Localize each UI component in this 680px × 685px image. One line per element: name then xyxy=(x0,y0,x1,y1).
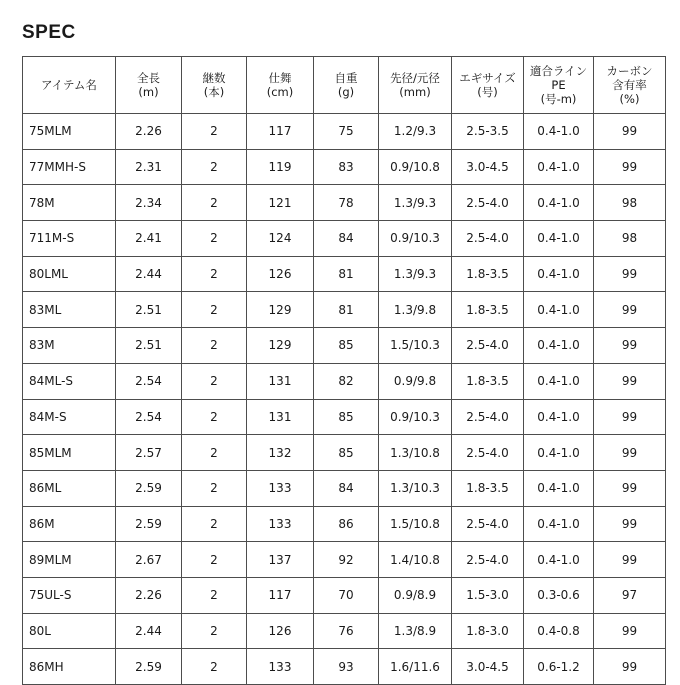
table-row xyxy=(23,328,666,364)
cell-sections: 2 xyxy=(182,577,247,613)
cell-carbon-content: 99 xyxy=(594,114,666,150)
cell-sections: 2 xyxy=(182,613,247,649)
cell-tip-butt-diameter: 1.4/10.8 xyxy=(379,542,452,578)
column-header-line: (mm) xyxy=(399,85,431,99)
cell-closed-length: 121 xyxy=(247,185,314,221)
cell-closed-length: 133 xyxy=(247,470,314,506)
cell-length: 2.59 xyxy=(116,470,182,506)
cell-sections: 2 xyxy=(182,399,247,435)
cell-weight: 85 xyxy=(314,435,379,471)
cell-item-name: 78M xyxy=(23,185,116,221)
cell-egi-size: 2.5-4.0 xyxy=(452,435,524,471)
cell-tip-butt-diameter: 1.3/10.3 xyxy=(379,470,452,506)
cell-egi-size: 1.8-3.5 xyxy=(452,363,524,399)
column-header-line: 含有率 xyxy=(612,78,647,92)
cell-item-name: 83ML xyxy=(23,292,116,328)
column-header-sections xyxy=(182,57,247,114)
cell-closed-length: 137 xyxy=(247,542,314,578)
table-row xyxy=(23,185,666,221)
cell-line-pe: 0.4-1.0 xyxy=(524,470,594,506)
table-row xyxy=(23,613,666,649)
cell-carbon-content: 99 xyxy=(594,435,666,471)
table-row xyxy=(23,399,666,435)
cell-carbon-content: 99 xyxy=(594,542,666,578)
cell-weight: 92 xyxy=(314,542,379,578)
cell-line-pe: 0.4-1.0 xyxy=(524,399,594,435)
cell-sections: 2 xyxy=(182,506,247,542)
cell-closed-length: 124 xyxy=(247,221,314,257)
cell-carbon-content: 99 xyxy=(594,256,666,292)
cell-closed-length: 129 xyxy=(247,292,314,328)
cell-item-name: 75UL-S xyxy=(23,577,116,613)
column-header-closed-length xyxy=(247,57,314,114)
cell-line-pe: 0.4-1.0 xyxy=(524,292,594,328)
cell-tip-butt-diameter: 1.6/11.6 xyxy=(379,649,452,685)
cell-carbon-content: 99 xyxy=(594,328,666,364)
cell-closed-length: 117 xyxy=(247,577,314,613)
cell-closed-length: 129 xyxy=(247,328,314,364)
column-header-line: PE xyxy=(551,78,566,92)
cell-item-name: 89MLM xyxy=(23,542,116,578)
cell-egi-size: 2.5-4.0 xyxy=(452,328,524,364)
cell-line-pe: 0.4-1.0 xyxy=(524,114,594,150)
cell-weight: 85 xyxy=(314,328,379,364)
cell-tip-butt-diameter: 1.5/10.8 xyxy=(379,506,452,542)
cell-egi-size: 1.5-3.0 xyxy=(452,577,524,613)
cell-line-pe: 0.4-1.0 xyxy=(524,363,594,399)
cell-line-pe: 0.6-1.2 xyxy=(524,649,594,685)
cell-carbon-content: 99 xyxy=(594,470,666,506)
column-header-tip-butt-diameter xyxy=(379,57,452,114)
cell-egi-size: 2.5-3.5 xyxy=(452,114,524,150)
cell-weight: 75 xyxy=(314,114,379,150)
cell-carbon-content: 99 xyxy=(594,399,666,435)
column-header-length xyxy=(116,57,182,114)
table-row xyxy=(23,577,666,613)
cell-weight: 81 xyxy=(314,256,379,292)
cell-length: 2.54 xyxy=(116,399,182,435)
cell-sections: 2 xyxy=(182,470,247,506)
cell-line-pe: 0.4-1.0 xyxy=(524,221,594,257)
cell-tip-butt-diameter: 0.9/10.3 xyxy=(379,221,452,257)
cell-carbon-content: 99 xyxy=(594,506,666,542)
cell-line-pe: 0.3-0.6 xyxy=(524,577,594,613)
cell-sections: 2 xyxy=(182,328,247,364)
cell-tip-butt-diameter: 1.3/9.3 xyxy=(379,256,452,292)
cell-weight: 82 xyxy=(314,363,379,399)
cell-egi-size: 1.8-3.0 xyxy=(452,613,524,649)
cell-item-name: 83M xyxy=(23,328,116,364)
cell-egi-size: 1.8-3.5 xyxy=(452,292,524,328)
column-header-line: エギサイズ xyxy=(459,71,516,85)
cell-closed-length: 132 xyxy=(247,435,314,471)
cell-tip-butt-diameter: 1.3/9.8 xyxy=(379,292,452,328)
cell-sections: 2 xyxy=(182,114,247,150)
table-row xyxy=(23,221,666,257)
cell-carbon-content: 97 xyxy=(594,577,666,613)
cell-egi-size: 3.0-4.5 xyxy=(452,149,524,185)
cell-sections: 2 xyxy=(182,149,247,185)
cell-length: 2.51 xyxy=(116,292,182,328)
cell-carbon-content: 98 xyxy=(594,185,666,221)
cell-tip-butt-diameter: 0.9/9.8 xyxy=(379,363,452,399)
cell-tip-butt-diameter: 1.3/8.9 xyxy=(379,613,452,649)
cell-tip-butt-diameter: 0.9/8.9 xyxy=(379,577,452,613)
table-row xyxy=(23,114,666,150)
cell-sections: 2 xyxy=(182,221,247,257)
cell-weight: 85 xyxy=(314,399,379,435)
column-header-line: 継数 xyxy=(202,71,226,85)
table-row xyxy=(23,256,666,292)
cell-tip-butt-diameter: 1.3/10.8 xyxy=(379,435,452,471)
column-header-line: カーボン xyxy=(606,64,653,78)
cell-closed-length: 131 xyxy=(247,363,314,399)
column-header-egi-size xyxy=(452,57,524,114)
cell-weight: 86 xyxy=(314,506,379,542)
cell-carbon-content: 99 xyxy=(594,613,666,649)
column-header-line: 仕舞 xyxy=(268,71,292,85)
cell-line-pe: 0.4-1.0 xyxy=(524,506,594,542)
table-row xyxy=(23,363,666,399)
cell-carbon-content: 99 xyxy=(594,363,666,399)
column-header-line: (本) xyxy=(203,85,225,99)
cell-weight: 81 xyxy=(314,292,379,328)
cell-item-name: 84ML-S xyxy=(23,363,116,399)
cell-sections: 2 xyxy=(182,185,247,221)
column-header-line: (%) xyxy=(619,92,640,106)
cell-item-name: 711M-S xyxy=(23,221,116,257)
cell-length: 2.34 xyxy=(116,185,182,221)
cell-item-name: 85MLM xyxy=(23,435,116,471)
cell-carbon-content: 99 xyxy=(594,649,666,685)
cell-sections: 2 xyxy=(182,649,247,685)
cell-line-pe: 0.4-0.8 xyxy=(524,613,594,649)
column-header-carbon-content xyxy=(594,57,666,114)
cell-line-pe: 0.4-1.0 xyxy=(524,328,594,364)
cell-closed-length: 117 xyxy=(247,114,314,150)
cell-length: 2.57 xyxy=(116,435,182,471)
column-header-line: (号) xyxy=(477,85,498,99)
cell-sections: 2 xyxy=(182,292,247,328)
cell-carbon-content: 98 xyxy=(594,221,666,257)
cell-item-name: 75MLM xyxy=(23,114,116,150)
cell-carbon-content: 99 xyxy=(594,149,666,185)
cell-weight: 83 xyxy=(314,149,379,185)
cell-item-name: 80LML xyxy=(23,256,116,292)
column-header-weight xyxy=(314,57,379,114)
table-row xyxy=(23,506,666,542)
cell-egi-size: 2.5-4.0 xyxy=(452,506,524,542)
cell-length: 2.54 xyxy=(116,363,182,399)
cell-length: 2.44 xyxy=(116,613,182,649)
page-title: SPEC xyxy=(22,22,76,43)
column-header-line: (g) xyxy=(337,85,355,99)
cell-egi-size: 2.5-4.0 xyxy=(452,399,524,435)
cell-item-name: 84M-S xyxy=(23,399,116,435)
cell-line-pe: 0.4-1.0 xyxy=(524,435,594,471)
cell-weight: 84 xyxy=(314,470,379,506)
column-header-line: 全長 xyxy=(137,71,160,85)
column-header-line: (号-m) xyxy=(540,92,577,106)
table-header-row xyxy=(23,57,666,114)
cell-egi-size: 3.0-4.5 xyxy=(452,649,524,685)
cell-length: 2.67 xyxy=(116,542,182,578)
cell-weight: 78 xyxy=(314,185,379,221)
cell-tip-butt-diameter: 0.9/10.3 xyxy=(379,399,452,435)
cell-closed-length: 126 xyxy=(247,256,314,292)
cell-tip-butt-diameter: 1.5/10.3 xyxy=(379,328,452,364)
cell-egi-size: 2.5-4.0 xyxy=(452,221,524,257)
cell-egi-size: 1.8-3.5 xyxy=(452,470,524,506)
cell-sections: 2 xyxy=(182,435,247,471)
cell-length: 2.51 xyxy=(116,328,182,364)
column-header-line: (m) xyxy=(138,85,159,99)
table-row xyxy=(23,292,666,328)
cell-closed-length: 119 xyxy=(247,149,314,185)
cell-closed-length: 133 xyxy=(247,649,314,685)
column-header-line-pe xyxy=(524,57,594,114)
cell-egi-size: 1.8-3.5 xyxy=(452,256,524,292)
cell-line-pe: 0.4-1.0 xyxy=(524,149,594,185)
table-row xyxy=(23,149,666,185)
column-header-line: 適合ライン xyxy=(529,64,588,78)
cell-weight: 93 xyxy=(314,649,379,685)
cell-tip-butt-diameter: 1.2/9.3 xyxy=(379,114,452,150)
cell-tip-butt-diameter: 1.3/9.3 xyxy=(379,185,452,221)
column-header-line: (cm) xyxy=(266,85,294,99)
cell-sections: 2 xyxy=(182,542,247,578)
cell-item-name: 86M xyxy=(23,506,116,542)
table-row xyxy=(23,435,666,471)
cell-weight: 76 xyxy=(314,613,379,649)
table-row xyxy=(23,649,666,685)
cell-sections: 2 xyxy=(182,363,247,399)
cell-closed-length: 133 xyxy=(247,506,314,542)
cell-length: 2.59 xyxy=(116,649,182,685)
cell-closed-length: 131 xyxy=(247,399,314,435)
table-row xyxy=(23,542,666,578)
cell-weight: 84 xyxy=(314,221,379,257)
cell-closed-length: 126 xyxy=(247,613,314,649)
table-row xyxy=(23,470,666,506)
cell-length: 2.31 xyxy=(116,149,182,185)
spec-table xyxy=(22,56,666,685)
cell-length: 2.26 xyxy=(116,577,182,613)
column-header-line: アイテム名 xyxy=(41,78,97,92)
cell-sections: 2 xyxy=(182,256,247,292)
cell-tip-butt-diameter: 0.9/10.8 xyxy=(379,149,452,185)
cell-carbon-content: 99 xyxy=(594,292,666,328)
cell-length: 2.59 xyxy=(116,506,182,542)
table-body xyxy=(23,114,666,685)
cell-line-pe: 0.4-1.0 xyxy=(524,542,594,578)
cell-line-pe: 0.4-1.0 xyxy=(524,256,594,292)
cell-item-name: 86MH xyxy=(23,649,116,685)
cell-item-name: 77MMH-S xyxy=(23,149,116,185)
cell-egi-size: 2.5-4.0 xyxy=(452,542,524,578)
column-header-line: 先径/元径 xyxy=(390,71,440,85)
cell-weight: 70 xyxy=(314,577,379,613)
column-header-item-name xyxy=(23,57,116,114)
cell-egi-size: 2.5-4.0 xyxy=(452,185,524,221)
column-header-line: 自重 xyxy=(334,71,358,85)
cell-length: 2.41 xyxy=(116,221,182,257)
cell-item-name: 86ML xyxy=(23,470,116,506)
cell-line-pe: 0.4-1.0 xyxy=(524,185,594,221)
cell-item-name: 80L xyxy=(23,613,116,649)
cell-length: 2.26 xyxy=(116,114,182,150)
cell-length: 2.44 xyxy=(116,256,182,292)
